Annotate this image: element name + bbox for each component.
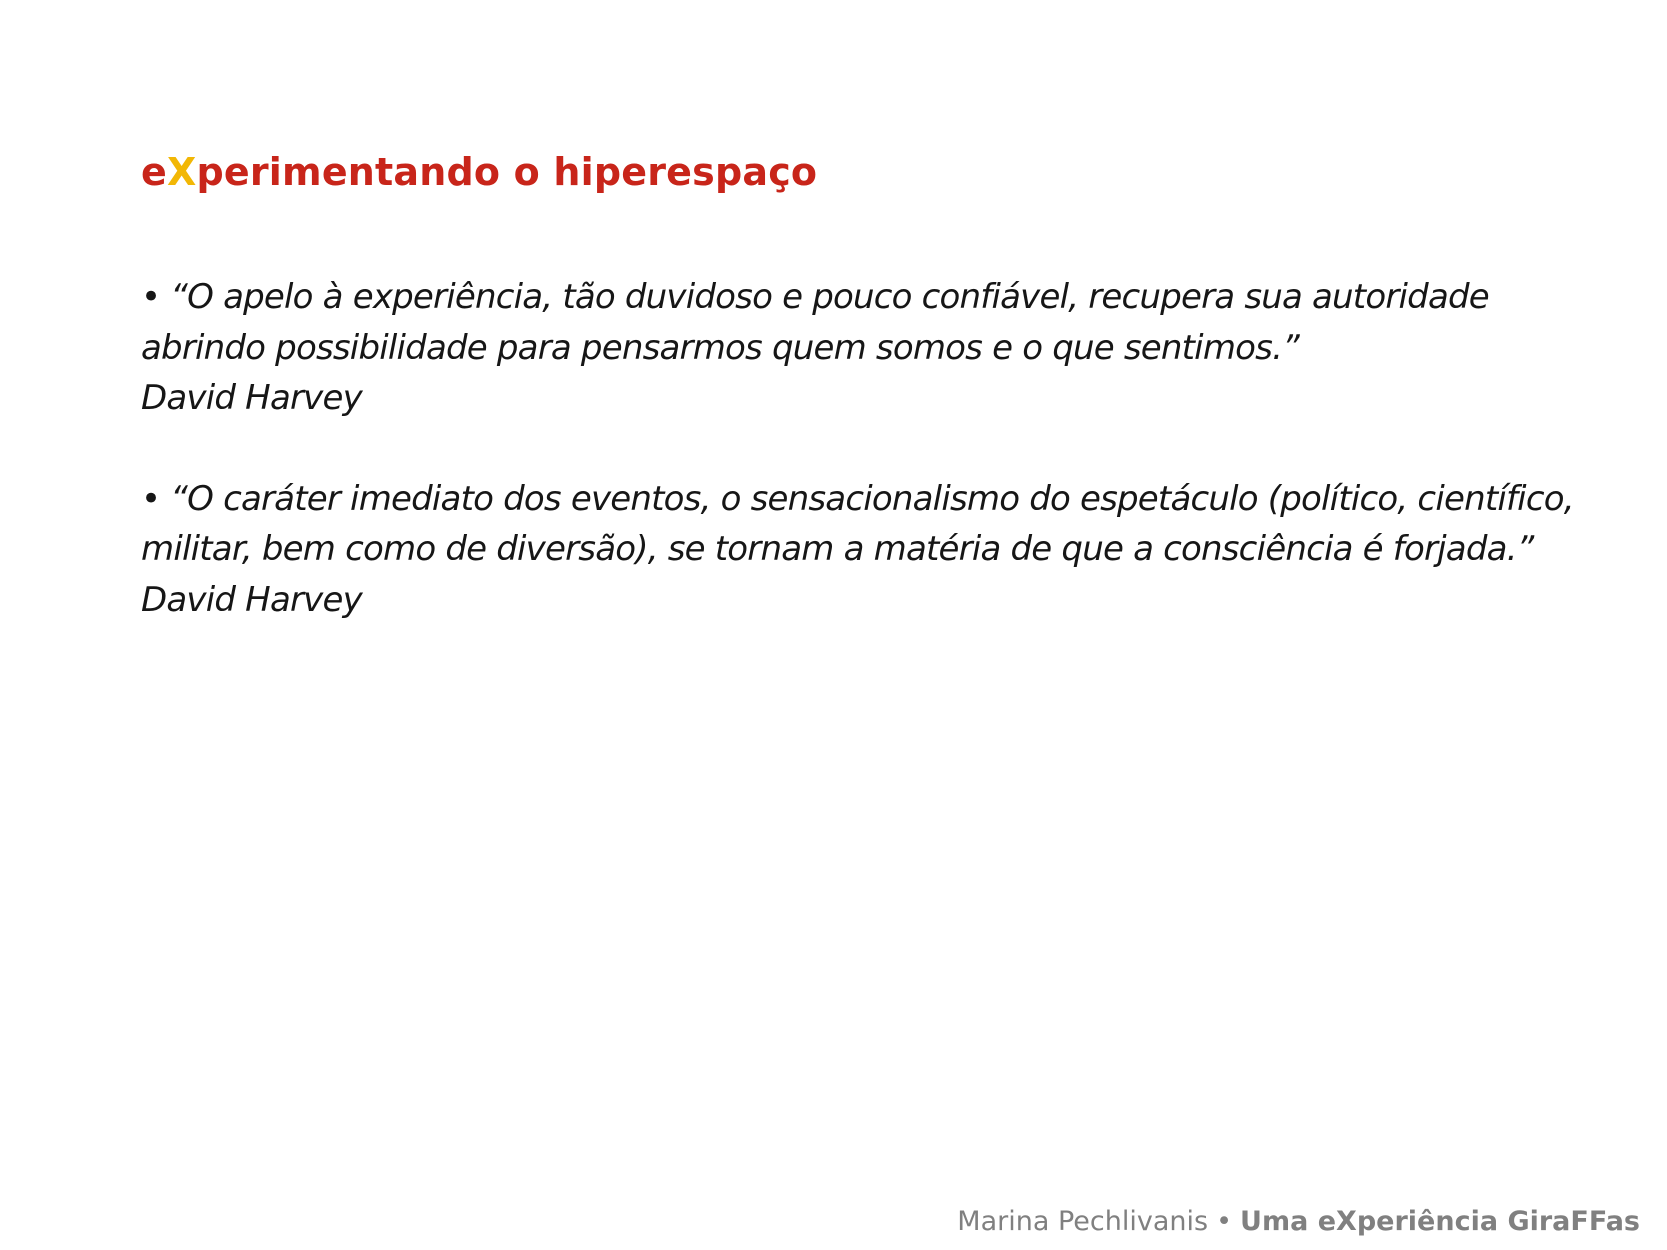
footer-brand: Uma eXperiência GiraFFas [1240, 1206, 1640, 1237]
quote-author: David Harvey [141, 579, 362, 620]
quote-text: “O caráter imediato dos eventos, o sensacionalismo do espetáculo (político, científico, [170, 478, 1574, 519]
bullet-icon: • [141, 478, 161, 519]
quote-line: abrindo possibilidade para pensarmos quem somos e o que sentimos.” [141, 327, 1299, 368]
quote-list [141, 272, 1574, 625]
quote-author: David Harvey [141, 378, 362, 418]
title-segment-rest: perimentando o hiperespaço [196, 150, 818, 194]
title-segment-e: e [141, 150, 167, 194]
quote-line: militar, bem como de diversão), se tornam a matéria de que a consciência é forjada.” [141, 529, 1534, 569]
quote-line [141, 474, 1574, 525]
quote-text: “O apelo à experiência, tão duvidoso e pouco confiável, recupera sua autoridade [170, 277, 1489, 317]
quote-item [141, 272, 1561, 424]
quote-line [141, 272, 1561, 323]
footer-separator: • [1216, 1206, 1233, 1237]
bullet-icon: • [141, 277, 161, 317]
slide-footer [957, 1202, 1640, 1242]
slide-title [141, 147, 817, 197]
footer-author: Marina Pechlivanis [957, 1206, 1209, 1237]
title-segment-x: X [166, 150, 197, 194]
quote-item [141, 474, 1574, 626]
